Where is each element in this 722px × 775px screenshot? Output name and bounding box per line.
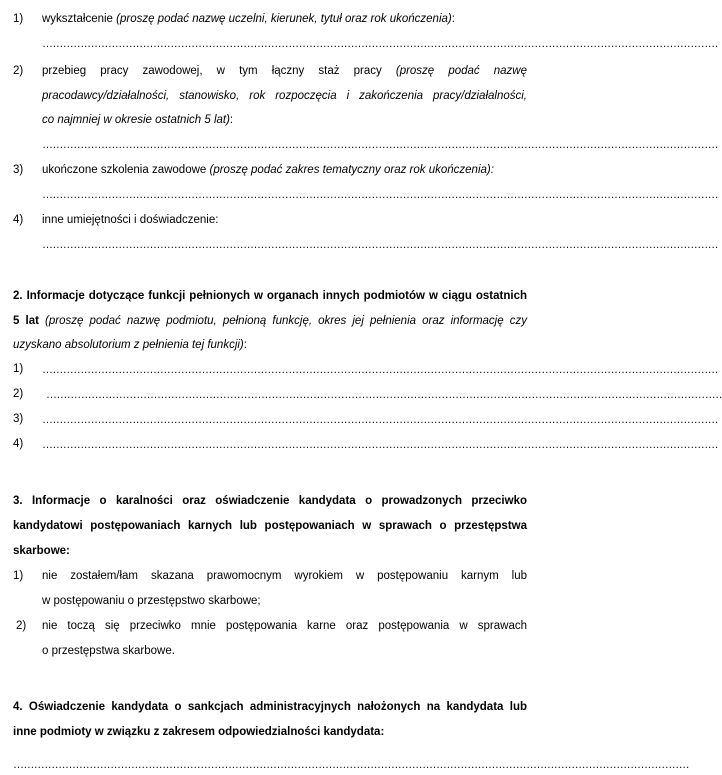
list-item-education: wykształcenie (proszę podać nazwę uczelni, kierunek, tytuł oraz rok ukończenia): (42, 13, 455, 25)
statement-line: nie toczą się przeciwko mnie postępowania karne oraz postępowania w sprawach (42, 620, 527, 632)
list-number: 4) (13, 438, 24, 450)
list-number: 2) (16, 620, 27, 632)
fill-line[interactable]: …………………………………………………………………………………………………………………………………………………………………………… (42, 38, 719, 50)
list-number: 1) (13, 570, 24, 582)
section-3-heading: kandydatowi postępowaniach karnych lub postępowaniach w sprawach o przestępstwa (13, 520, 527, 532)
section-2-heading: 2. Informacje dotyczące funkcji pełnionych w organach innych podmiotów w ciągu ostatnich (13, 290, 527, 302)
list-number: 3) (13, 413, 24, 425)
statement-line: nie zostałem/łam skazana prawomocnym wyrokiem w postępowaniu karnym lub (42, 570, 527, 582)
fill-line[interactable]: …………………………………………………………………………………………………………………………………………………………………………… (42, 189, 719, 201)
list-item-skills: inne umiejętności i doświadczenie: (42, 214, 219, 226)
section-4-heading: 4. Oświadczenie kandydata o sankcjach administracyjnych nałożonych na kandydata lub (13, 701, 527, 713)
section-3-heading: skarbowe: (13, 545, 70, 557)
statement-line: o przestępstwa skarbowe. (42, 645, 175, 657)
section-2-text: 5 lat (proszę podać nazwę podmiotu, pełnioną funkcję, okres jej pełnienia oraz informację czy (13, 315, 527, 327)
fill-line[interactable]: …………………………………………………………………………………………………………………………………………………………………………… (13, 759, 690, 771)
list-number: 2) (13, 388, 24, 400)
fill-line[interactable]: …………………………………………………………………………………………………………………………………………………………………………… (42, 364, 719, 376)
list-number: 1) (13, 363, 24, 375)
list-number: 3) (13, 164, 24, 176)
fill-line[interactable]: …………………………………………………………………………………………………………………………………………………………………………… (46, 389, 722, 401)
list-item-trainings: ukończone szkolenia zawodowe (proszę podać zakres tematyczny oraz rok ukończenia): (42, 164, 494, 176)
fill-line[interactable]: …………………………………………………………………………………………………………………………………………………………………………… (42, 439, 719, 451)
list-item-career-line: przebieg pracy zawodowej, w tym łączny staż pracy (proszę podać nazwę (42, 65, 528, 77)
section-3-heading: 3. Informacje o karalności oraz oświadczenie kandydata o prowadzonych przeciwko (13, 495, 527, 507)
fill-line[interactable]: …………………………………………………………………………………………………………………………………………………………………………… (42, 239, 719, 251)
list-item-career-line: pracodawcy/działalności, stanowisko, rok rozpoczęcia i zakończenia pracy/działalności, (42, 90, 527, 102)
list-number: 4) (13, 214, 24, 226)
list-number: 1) (13, 13, 24, 25)
statement-line: w postępowaniu o przestępstwo skarbowe; (42, 595, 261, 607)
list-number: 2) (13, 65, 24, 77)
section-4-heading: inne podmioty w związku z zakresem odpowiedzialności kandydata: (13, 726, 385, 738)
fill-line[interactable]: …………………………………………………………………………………………………………………………………………………………………………… (42, 139, 719, 151)
section-2-text: uzyskano absolutorium z pełnienia tej funkcji): (13, 339, 247, 351)
fill-line[interactable]: …………………………………………………………………………………………………………………………………………………………………………… (42, 414, 719, 426)
list-item-career-line: co najmniej w okresie ostatnich 5 lat): (42, 114, 234, 126)
